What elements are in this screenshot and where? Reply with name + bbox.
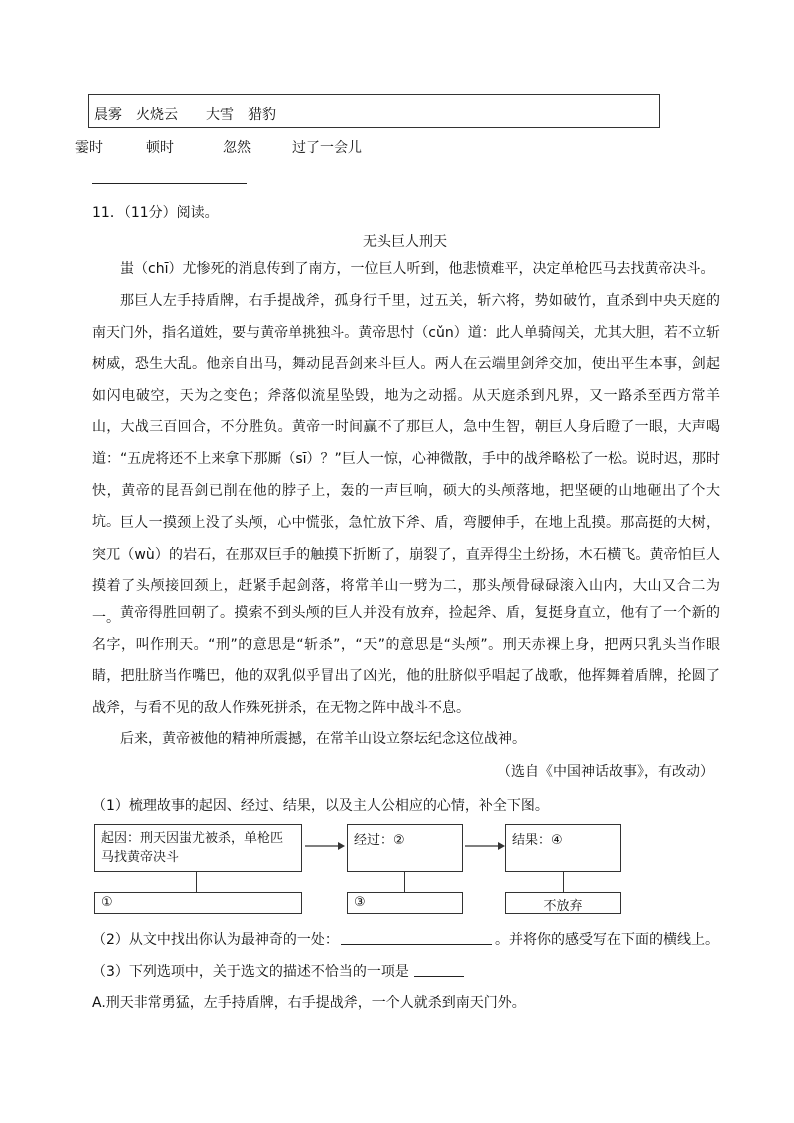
word-bank-box	[88, 94, 660, 128]
time-word: 忽然	[223, 140, 251, 156]
sub-question-1: （1）梳理故事的起因、经过、结果，以及主人公相应的心情，补全下图。	[92, 798, 549, 814]
time-word: 过了一会儿	[292, 140, 362, 156]
option-a: A.刑天非常勇猛，左手持盾牌，右手提战斧，一个人就杀到南天门外。	[92, 995, 526, 1011]
flow-connector	[563, 872, 564, 892]
flow-process-box: 经过：②	[347, 824, 463, 872]
passage-paragraph-3: 巨人一摸颈上没了头颅，心中慌张，急忙放下斧、盾，弯腰伸手，在地上乱摸。那高挺的大树，突兀（wù）的岩石，在那双巨手的触摸下折断了，崩裂了，直弄得尘土纷扬，木石横飞。黄帝怕巨人摸着了头颅接回颈上，赶紧手起剑落，将常羊山一劈为二，那头颅骨碌碌滚入山内，大山又合二为一。	[92, 515, 720, 626]
word-bank-item: 晨雾	[94, 107, 122, 123]
source-note: （选自《中国神话故事》，有改动）	[497, 764, 714, 780]
flow-arrow-icon	[304, 840, 346, 852]
sub-question-2-prefix: （2）从文中找出你认为最神奇的一处：	[92, 932, 339, 948]
passage-paragraph-1: 蚩（chī）尤惨死的消息传到了南方，一位巨人听到，他悲愤难平，决定单枪匹马去找黄帝决斗。	[120, 261, 715, 277]
flow-mood-box-3: 不放弃	[505, 892, 621, 914]
flow-connector	[404, 872, 405, 892]
passage-paragraph-5: 后来，黄帝被他的精神所震撼，在常羊山设立祭坛纪念这位战神。	[120, 731, 526, 747]
passage-paragraph-4: 黄帝得胜回朝了。摸索不到头颅的巨人并没有放弃，捡起斧、盾，复挺身直立，他有了一个新的名字，叫作刑天。“刑”的意思是“斩杀”，“天”的意思是“头颅”。刑天赤裸上身，把两只乳头当作眼睛，把肚脐当作嘴巴，他的双乳似乎冒出了凶光，他的肚脐似乎唱起了战歌，他挥舞着盾牌，抡圆了战斧，与看不见的敌人作殊死拼杀，在无物之阵中战斗不息。	[92, 605, 720, 716]
passage-title: 无头巨人刑天	[363, 234, 447, 250]
time-word: 顿时	[146, 140, 174, 156]
flow-arrow-icon	[464, 840, 506, 852]
question-number: 11．（11分）阅读。	[92, 205, 219, 221]
sub-question-3: （3）下列选项中，关于选文的描述不恰当的一项是	[92, 964, 409, 980]
answer-line[interactable]	[92, 183, 247, 184]
answer-blank[interactable]	[341, 944, 492, 945]
sub-question-2-suffix: 。并将你的感受写在下面的横线上。	[495, 932, 719, 948]
flow-mood-box-1[interactable]: ①	[94, 892, 302, 914]
word-bank-item: 火烧云	[136, 107, 178, 123]
flow-connector	[196, 872, 197, 892]
flow-cause-box: 起因：刑天因蚩尤被杀，单枪匹马找黄帝决斗	[94, 824, 302, 872]
passage-paragraph-2: 那巨人左手持盾牌，右手提战斧，孤身行千里，过五关，斩六将，势如破竹，直杀到中央天庭的南天门外，指名道姓，要与黄帝单挑独斗。黄帝思忖（cǔn）道：此人单骑闯关，尤其大胆，若不立斩树威，恐生大乱。他亲自出马，舞动昆吾剑来斗巨人。两人在云端里剑斧交加，使出平生本事，剑起如闪电破空，天为之变色；斧落似流星坠毁，地为之动摇。从天庭杀到凡界，又一路杀至西方常羊山，大战三百回合，不分胜负。黄帝一时间赢不了那巨人，急中生智，朝巨人身后瞪了一眼，大声喝道：“五虎将还不上来拿下那厮（sī）？”巨人一惊，心神微散，手中的战斧略松了一松。说时迟，那时快，黄帝的昆吾剑已削在他的脖子上，轰的一声巨响，硕大的头颅落地，把坚硬的山地砸出了个大坑。	[92, 293, 720, 531]
flow-result-box: 结果：④	[505, 824, 621, 872]
word-bank-item: 大雪	[206, 107, 234, 123]
flow-mood-box-2[interactable]: ③	[347, 892, 463, 914]
answer-blank[interactable]	[414, 976, 464, 977]
word-bank-item: 猎豹	[248, 107, 276, 123]
time-word: 霎时	[75, 140, 103, 156]
